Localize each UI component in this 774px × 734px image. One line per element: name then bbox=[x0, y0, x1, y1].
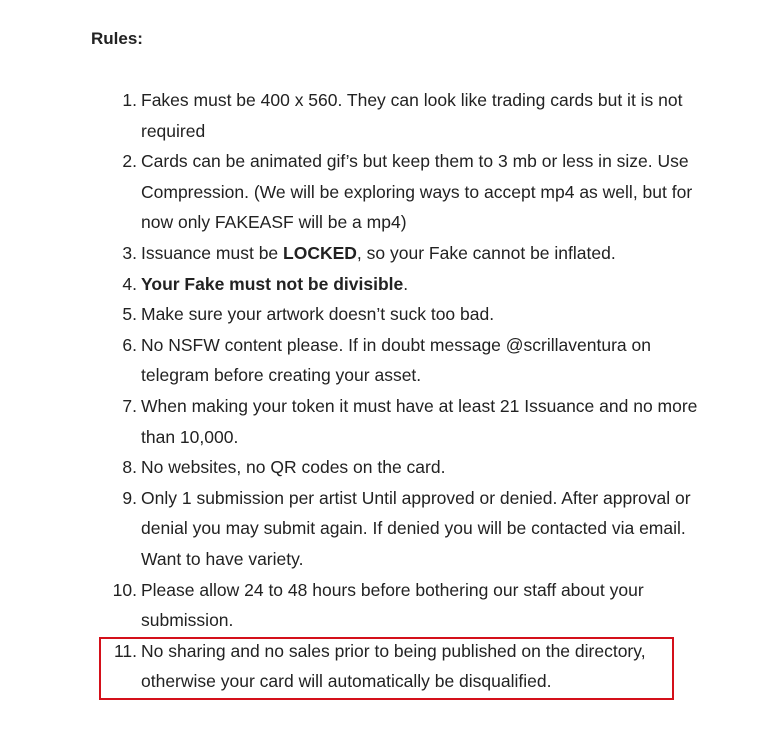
rule-number: 11. bbox=[113, 640, 137, 661]
rule-item bbox=[0, 330, 711, 391]
rule-item bbox=[0, 85, 711, 146]
rule-item bbox=[0, 269, 711, 300]
rule-text: Only 1 submission per artist Until approved or denied. After approval or denial you may submit again. If denied you will be contacted via email. Want to have variety. bbox=[141, 487, 691, 569]
rule-item bbox=[0, 575, 711, 636]
rule-text: Issuance must be bbox=[141, 242, 284, 263]
rule-number: 4. bbox=[122, 273, 137, 294]
rule-number: 1. bbox=[122, 90, 137, 110]
rule-text: Fakes must be 400 x 560. They can look like trading cards but it is not required bbox=[141, 90, 683, 141]
rules-heading: Rules: bbox=[91, 29, 143, 48]
rule-number: 7. bbox=[122, 395, 137, 416]
rule-item bbox=[0, 483, 711, 575]
rule-number: 9. bbox=[122, 487, 137, 508]
rule-item bbox=[0, 452, 711, 483]
rule-text: No sharing and no sales prior to being published on the directory, otherwise your card will automatically be disqualified. bbox=[141, 640, 646, 692]
rule-number: 10. bbox=[112, 579, 137, 600]
rule-number: 3. bbox=[122, 242, 137, 263]
highlight-box bbox=[99, 637, 674, 700]
rule-text: No NSFW content please. If in doubt message @scrillaventura on telegram before creating your asset. bbox=[141, 334, 651, 386]
rule-text: Make sure your artwork doesn’t suck too bad. bbox=[141, 304, 495, 325]
rule-text: . bbox=[403, 273, 409, 294]
rule-text: , so your Fake cannot be inflated. bbox=[356, 242, 616, 263]
rules-list bbox=[0, 85, 774, 697]
rule-text-bold: LOCKED bbox=[283, 242, 357, 263]
rule-text: Please allow 24 to 48 hours before bothering our staff about your submission. bbox=[141, 579, 644, 631]
rule-item bbox=[0, 391, 711, 452]
rule-item bbox=[0, 299, 711, 330]
rule-number: 2. bbox=[122, 151, 137, 172]
rule-item bbox=[0, 146, 711, 238]
rule-text: When making your token it must have at least 21 Issuance and no more than 10,000. bbox=[141, 395, 698, 447]
rule-text-bold: Your Fake must not be divisible bbox=[141, 273, 404, 294]
rule-item bbox=[0, 238, 711, 269]
rule-text: No websites, no QR codes on the card. bbox=[141, 457, 446, 478]
rule-number: 5. bbox=[122, 304, 137, 325]
rule-number: 8. bbox=[122, 457, 137, 478]
rule-text: Cards can be animated gif’s but keep them to 3 mb or less in size. Use Compression. (We will be exploring ways to accept mp4 as well, but for now only FAKEASF will be a mp4) bbox=[141, 151, 693, 233]
rule-number: 6. bbox=[122, 334, 137, 355]
